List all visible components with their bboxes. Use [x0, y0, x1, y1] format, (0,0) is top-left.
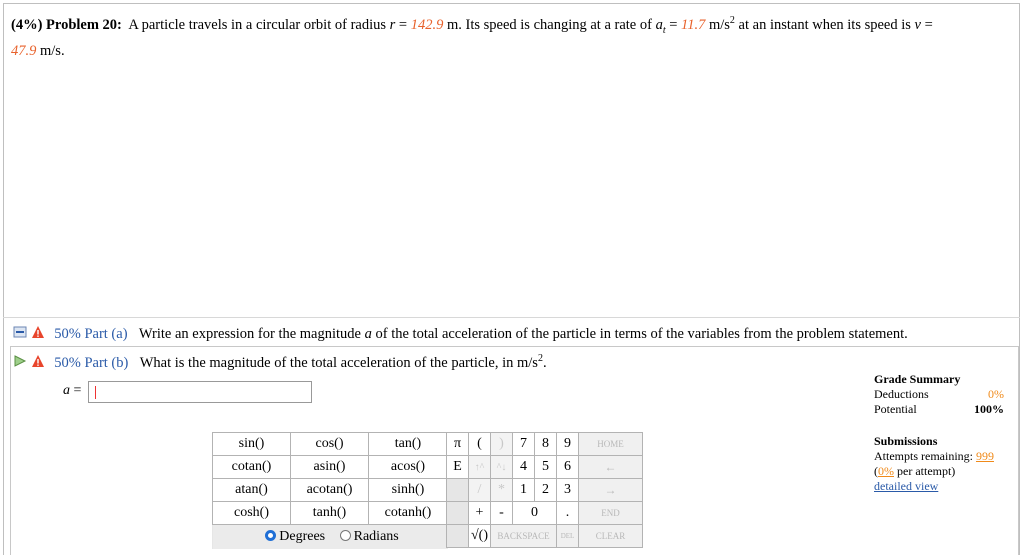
multiply-button[interactable]: *: [491, 479, 513, 502]
lparen-button[interactable]: (: [469, 433, 491, 456]
divide-button[interactable]: /: [469, 479, 491, 502]
empty-key: [447, 502, 469, 525]
digit-2[interactable]: 2: [535, 479, 557, 502]
equals-sign: =: [669, 16, 678, 33]
cotan-button[interactable]: cotan(): [213, 456, 291, 479]
acc-unit: $m/s^2$: [708, 15, 735, 33]
asin-button[interactable]: asin(): [291, 456, 369, 479]
delete-button[interactable]: DEL: [557, 525, 579, 548]
warning-icon: [31, 354, 45, 374]
cursor-right-button[interactable]: →: [579, 479, 643, 502]
radio-selected-icon: [265, 530, 276, 541]
digit-5[interactable]: 5: [535, 456, 557, 479]
potential-label: Potential: [874, 402, 917, 416]
grade-summary-title: Grade Summary: [874, 372, 961, 386]
subscript-down-button[interactable]: ^↓: [491, 456, 513, 479]
clear-button[interactable]: CLEAR: [579, 525, 643, 548]
decimal-button[interactable]: .: [557, 502, 579, 525]
sinh-button[interactable]: sinh(): [369, 479, 448, 502]
cos-button[interactable]: cos(): [291, 433, 369, 456]
digit-4[interactable]: 4: [513, 456, 535, 479]
digit-1[interactable]: 1: [513, 479, 535, 502]
digit-7[interactable]: 7: [513, 433, 535, 456]
speed-value: 47.9: [11, 42, 37, 59]
submissions-title: Submissions: [874, 434, 938, 448]
digit-6[interactable]: 6: [557, 456, 579, 479]
pi-button[interactable]: π: [447, 433, 469, 456]
play-icon[interactable]: [13, 354, 27, 374]
part-a-text: of the total acceleration of the particle in terms of the variables from the problem statement.: [375, 326, 908, 342]
atan-button[interactable]: atan(): [213, 479, 291, 502]
deductions-value: 0%: [988, 387, 1004, 401]
radians-radio[interactable]: Radians: [336, 529, 399, 544]
speed-var: v: [914, 16, 921, 33]
part-b-text: What is the magnitude of the total acceleration of the particle, in $m/s^2$.: [139, 353, 547, 371]
problem-statement: [11, 11, 1011, 61]
warning-icon: [31, 325, 45, 345]
degrees-radio[interactable]: Degrees: [261, 529, 325, 544]
part-b-label: 50% Part (b): [54, 354, 129, 371]
text-caret: [95, 386, 96, 399]
sqrt-button[interactable]: √(): [469, 525, 491, 548]
acotan-button[interactable]: acotan(): [291, 479, 369, 502]
tangential-acc-var: $a_t$: [655, 16, 666, 36]
radius-value: 142.9: [410, 16, 444, 33]
per-attempt-value: 0%: [878, 464, 894, 478]
cosh-button[interactable]: cosh(): [213, 502, 291, 525]
rparen-button[interactable]: ): [491, 433, 513, 456]
problem-title: (4%) Problem 20:: [11, 16, 122, 33]
grade-summary: [874, 372, 1004, 417]
minus-button[interactable]: -: [491, 502, 513, 525]
collapse-icon[interactable]: [13, 325, 27, 345]
plus-button[interactable]: +: [469, 502, 491, 525]
tanh-button[interactable]: tanh(): [291, 502, 369, 525]
potential-value: 100%: [974, 402, 1004, 416]
empty-key: [447, 525, 469, 548]
e-button[interactable]: E: [447, 456, 469, 479]
problem-text: at an instant when its speed is: [738, 16, 911, 33]
problem-text: A particle travels in a circular orbit of radius: [128, 16, 387, 33]
attempts-value: 999: [975, 449, 994, 463]
problem-text: m. Its speed is changing at a rate of: [446, 16, 652, 33]
digit-9[interactable]: 9: [557, 433, 579, 456]
backspace-button[interactable]: BACKSPACE: [491, 525, 557, 548]
part-a-label: 50% Part (a): [54, 326, 128, 342]
function-keypad: [212, 432, 448, 549]
part-a-row[interactable]: [13, 324, 908, 344]
equals-sign: =: [398, 16, 408, 33]
radio-empty-icon: [340, 530, 351, 541]
divider: [3, 317, 1020, 318]
digit-3[interactable]: 3: [557, 479, 579, 502]
empty-key: [447, 479, 469, 502]
submissions-panel: Submissions Attempts remaining: 999 (0% per attempt) detailed view: [874, 434, 1009, 494]
equals-sign: =: [924, 16, 933, 33]
angle-mode-row: [213, 525, 448, 550]
number-keypad: [446, 432, 643, 548]
digit-0[interactable]: 0: [513, 502, 557, 525]
acos-button[interactable]: acos(): [369, 456, 448, 479]
sin-button[interactable]: sin(): [213, 433, 291, 456]
tan-button[interactable]: tan(): [369, 433, 448, 456]
home-button[interactable]: HOME: [579, 433, 643, 456]
cursor-left-button[interactable]: ←: [579, 456, 643, 479]
detailed-view-link[interactable]: detailed view: [874, 479, 939, 493]
per-attempt-label: per attempt): [897, 464, 956, 478]
digit-8[interactable]: 8: [535, 433, 557, 456]
cotanh-button[interactable]: cotanh(): [369, 502, 448, 525]
part-a-var: a: [364, 326, 372, 342]
problem-text: m/s.: [40, 42, 65, 59]
part-a-text: Write an expression for the magnitude: [138, 326, 361, 342]
end-button[interactable]: END: [579, 502, 643, 525]
answer-label: a =: [63, 383, 82, 398]
part-b-row[interactable]: [13, 349, 547, 369]
acceleration-value: 11.7: [681, 16, 706, 33]
superscript-up-button[interactable]: ↑^: [469, 456, 491, 479]
radius-var: r: [389, 16, 396, 33]
attempts-label: Attempts remaining:: [874, 449, 973, 463]
deductions-label: Deductions: [874, 387, 929, 401]
answer-input[interactable]: [88, 381, 312, 403]
